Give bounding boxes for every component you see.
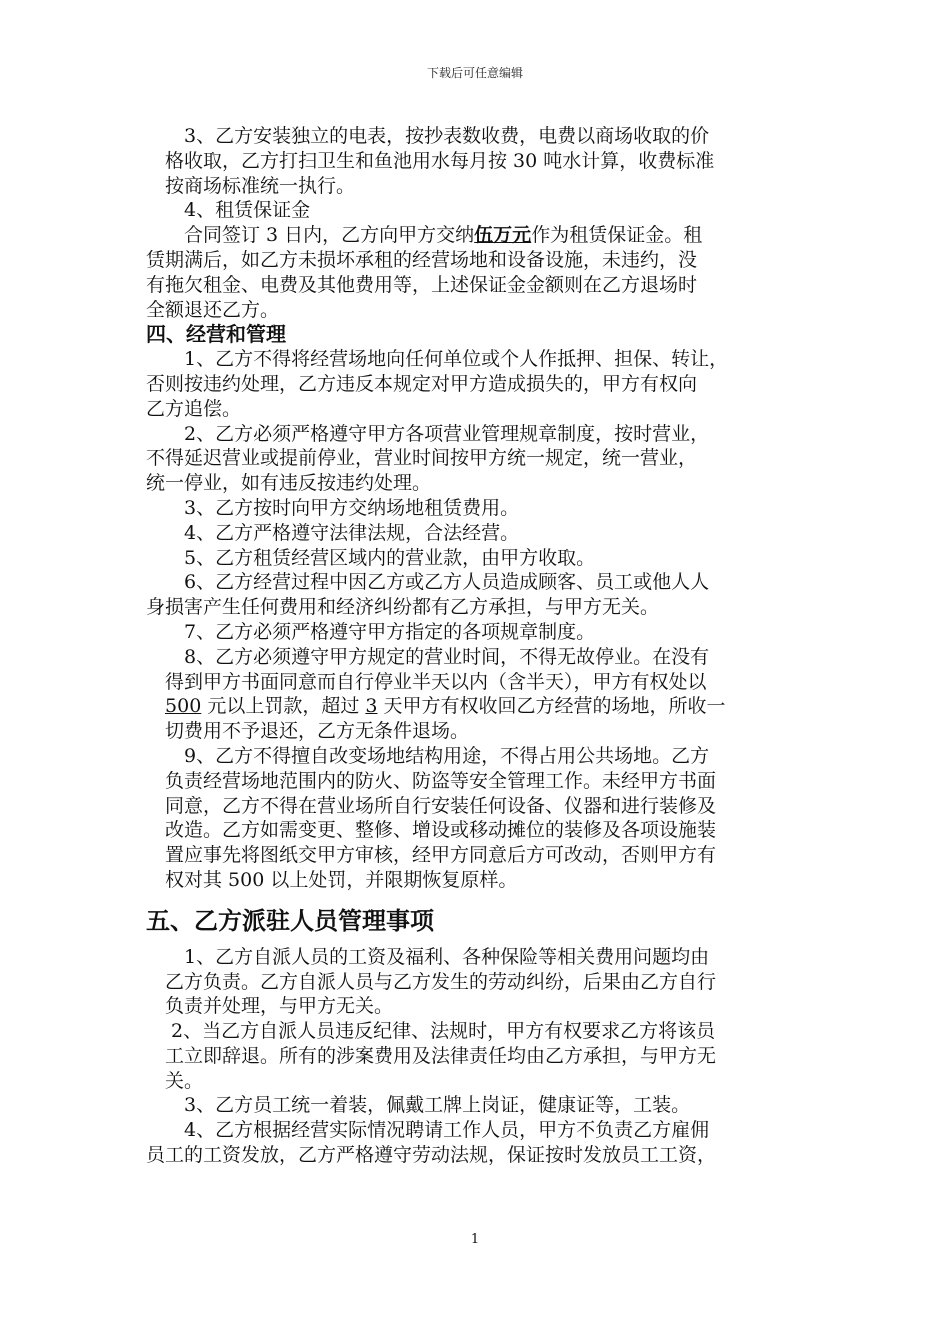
page-header: 下载后可任意编辑 bbox=[426, 66, 523, 80]
section-heading: 四、经营和管理 bbox=[146, 322, 286, 347]
text-line: 4、乙方根据经营实际情况聘请工作人员，甲方不负责乙方雇佣 bbox=[146, 1119, 710, 1142]
text-line: 统一停业，如有违反按违约处理。 bbox=[146, 472, 432, 495]
text-line: 负责经营场地范围内的防火、防盗等安全管理工作。未经甲方书面 bbox=[146, 769, 717, 792]
section-heading: 五、乙方派驻人员管理事项 bbox=[146, 906, 434, 935]
text-segment: 作为租赁保证金。租 bbox=[531, 224, 703, 247]
text-line: 置应事先将图纸交甲方审核，经甲方同意后方可改动，否则甲方有 bbox=[146, 844, 717, 867]
text-line: 6、乙方经营过程中因乙方或乙方人员造成顾客、员工或他人人 bbox=[146, 571, 710, 594]
text-line: 8、乙方必须遵守甲方规定的营业时间，不得无故停业。在没有 bbox=[146, 645, 710, 668]
text-line: 权对其 500 以上处罚，并限期恢复原样。 bbox=[146, 868, 518, 891]
text-line: 1、乙方不得将经营场地向任何单位或个人作抵押、担保、转让， bbox=[146, 348, 729, 371]
penalty-amount: 500 bbox=[165, 695, 202, 718]
text-line: 2、当乙方自派人员违反纪律、法规时，甲方有权要求乙方将该员 bbox=[146, 1020, 716, 1043]
text-line: 4、乙方严格遵守法律法规，合法经营。 bbox=[146, 521, 520, 544]
text-line: 负责并处理，与甲方无关。 bbox=[146, 995, 394, 1018]
text-line: 得到甲方书面同意而自行停业半天以内（含半天），甲方有权处以 bbox=[146, 670, 707, 693]
text-line: 员工的工资发放，乙方严格遵守劳动法规，保证按时发放员工工资， bbox=[146, 1144, 717, 1167]
text-line: 2、乙方必须严格遵守甲方各项营业管理规章制度，按时营业， bbox=[146, 422, 710, 445]
text-line: 工立即辞退。所有的涉案费用及法律责任均由乙方承担，与甲方无 bbox=[146, 1044, 717, 1067]
text-segment bbox=[146, 695, 165, 717]
deposit-amount: 伍万元 bbox=[474, 224, 532, 247]
text-line: 切费用不予退还，乙方无条件退场。 bbox=[146, 720, 470, 743]
text-line: 否则按违约处理，乙方违反本规定对甲方造成损失的，甲方有权向 bbox=[146, 372, 698, 395]
text-line: 乙方负责。乙方自派人员与乙方发生的劳动纠纷，后果由乙方自行 bbox=[146, 970, 717, 993]
text-line: 1、乙方自派人员的工资及福利、各种保险等相关费用问题均由 bbox=[146, 945, 710, 968]
text-line: 乙方追偿。 bbox=[146, 397, 242, 420]
text-line: 4、租赁保证金 bbox=[146, 199, 311, 222]
text-line: 3、乙方员工统一着装，佩戴工牌上岗证，健康证等，工装。 bbox=[146, 1094, 691, 1117]
day-count: 3 bbox=[365, 695, 378, 718]
text-segment: 天甲方有权收回乙方经营的场地，所收一 bbox=[377, 695, 726, 718]
page-number: 1 bbox=[470, 1232, 480, 1247]
text-segment: 合同签订 3 日内，乙方向甲方交纳 bbox=[146, 224, 475, 247]
text-line: 3、乙方按时向甲方交纳场地租赁费用。 bbox=[146, 496, 520, 519]
contract-body bbox=[146, 124, 814, 1168]
text-line: 格收取，乙方打扫卫生和鱼池用水每月按 30 吨水计算，收费标准 bbox=[146, 149, 715, 172]
text-segment: 元以上罚款，超过 bbox=[201, 695, 366, 718]
text-line: 有拖欠租金、电费及其他费用等，上述保证金金额则在乙方退场时 bbox=[146, 273, 698, 296]
text-line bbox=[146, 694, 814, 719]
text-line: 按商场标准统一执行。 bbox=[146, 174, 356, 197]
text-line: 7、乙方必须严格遵守甲方指定的各项规章制度。 bbox=[146, 620, 596, 643]
text-line: 5、乙方租赁经营区域内的营业款，由甲方收取。 bbox=[146, 546, 596, 569]
text-line: 身损害产生任何费用和经济纠纷都有乙方承担，与甲方无关。 bbox=[146, 596, 660, 619]
text-line bbox=[146, 223, 814, 248]
text-line: 全额退还乙方。 bbox=[146, 298, 280, 321]
text-line: 9、乙方不得擅自改变场地结构用途，不得占用公共场地。乙方 bbox=[146, 744, 710, 767]
text-line: 改造。乙方如需变更、整修、增设或移动摊位的装修及各项设施装 bbox=[146, 819, 717, 842]
text-line: 同意，乙方不得在营业场所自行安装任何设备、仪器和进行装修及 bbox=[146, 794, 717, 817]
text-line: 赁期满后，如乙方未损坏承租的经营场地和设备设施，未违约，没 bbox=[146, 248, 698, 271]
text-line: 关。 bbox=[146, 1069, 204, 1092]
text-line: 不得延迟营业或提前停业，营业时间按甲方统一规定，统一营业， bbox=[146, 447, 698, 470]
text-line: 3、乙方安装独立的电表，按抄表数收费，电费以商场收取的价 bbox=[146, 125, 710, 147]
